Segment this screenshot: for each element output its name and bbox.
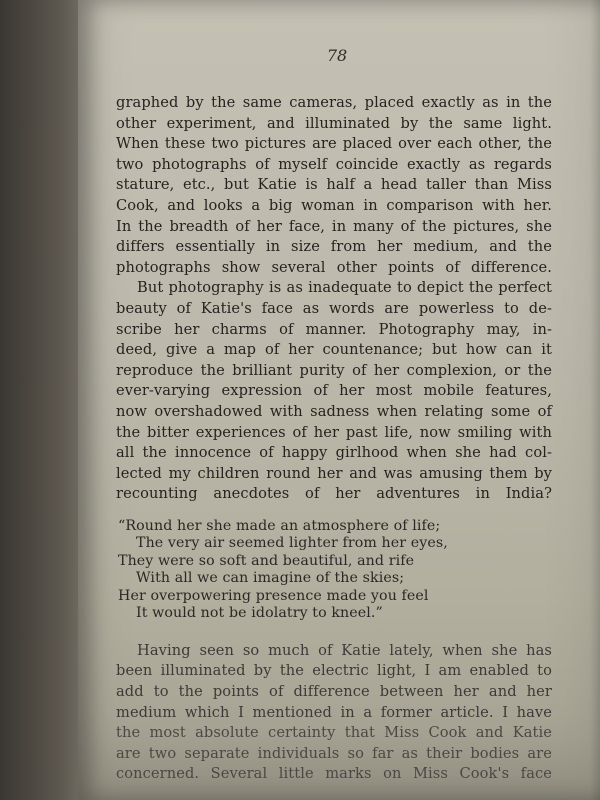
- text-line: been illuminated by the electric light, I am enabled to: [116, 662, 552, 680]
- text-line: other experiment, and illuminated by the same light.: [116, 114, 552, 132]
- page-body: [116, 93, 552, 785]
- text-line: Cook, and looks a big woman in comparison with her.: [116, 196, 552, 214]
- paragraph-photography-inadequate: [116, 278, 552, 505]
- verse-line: Her overpowering presence made you feel: [118, 587, 429, 604]
- text-line: add to the points of difference between her and her: [116, 683, 552, 701]
- verse-line: With all we can imagine of the skies;: [136, 570, 405, 587]
- text-line: photographs show several other points of difference.: [116, 258, 552, 276]
- verse-line: The very air seemed lighter from her eyes,: [136, 535, 448, 552]
- verse-line: They were so soft and beautiful, and rife: [118, 552, 415, 569]
- text-line: stature, etc., but Katie is half a head taller than Miss: [116, 176, 552, 194]
- text-line: deed, give a map of her countenance; but how can it: [116, 341, 552, 359]
- text-line: medium which I mentioned in a former article. I have: [116, 703, 552, 721]
- paragraph-photographs: [116, 93, 552, 278]
- quoted-verse: [116, 518, 552, 623]
- text-line: two photographs of myself coincide exactly as regards: [116, 155, 552, 173]
- book-page: [78, 0, 600, 800]
- page-number: 78: [326, 46, 348, 65]
- text-line: differs essentially in size from her medium, and the: [116, 238, 552, 256]
- text-line: graphed by the same cameras, placed exactly as in the: [116, 94, 552, 111]
- text-line: beauty of Katie's face as words are powerless to de-: [116, 299, 552, 317]
- text-line: the bitter experiences of her past life, now smiling with: [116, 423, 552, 441]
- text-line: recounting anecdotes of her adventures in India?: [116, 485, 552, 503]
- text-line: are two separate individuals so far as their bodies are: [116, 744, 552, 762]
- verse-line: “Round her she made an atmosphere of life;: [118, 517, 441, 534]
- verse-line: It would not be idolatry to kneel.”: [136, 605, 383, 622]
- text-line: now overshadowed with sadness when relating some of: [116, 402, 552, 420]
- text-line: ever-varying expression of her most mobile features,: [116, 382, 552, 400]
- text-line: Having seen so much of Katie lately, when she has: [137, 641, 552, 659]
- text-line: concerned. Several little marks on Miss Cook's face: [116, 765, 552, 783]
- page-edge-shadow: [590, 0, 600, 800]
- text-line: When these two pictures are placed over each other, the: [116, 135, 552, 153]
- text-line: lected my children round her and was amusing them by: [116, 464, 552, 482]
- text-line: But photography is as inadequate to depict the perfect: [137, 279, 552, 297]
- text-line: reproduce the brilliant purity of her complexion, or the: [116, 361, 552, 379]
- text-line: all the innocence of happy girlhood when she had col-: [116, 444, 552, 462]
- text-line: scribe her charms of manner. Photography may, in-: [116, 320, 552, 338]
- text-line: In the breadth of her face, in many of the pictures, she: [116, 217, 552, 235]
- text-line: the most absolute certainty that Miss Cook and Katie: [116, 724, 552, 742]
- paragraph-electric-light: [116, 641, 552, 785]
